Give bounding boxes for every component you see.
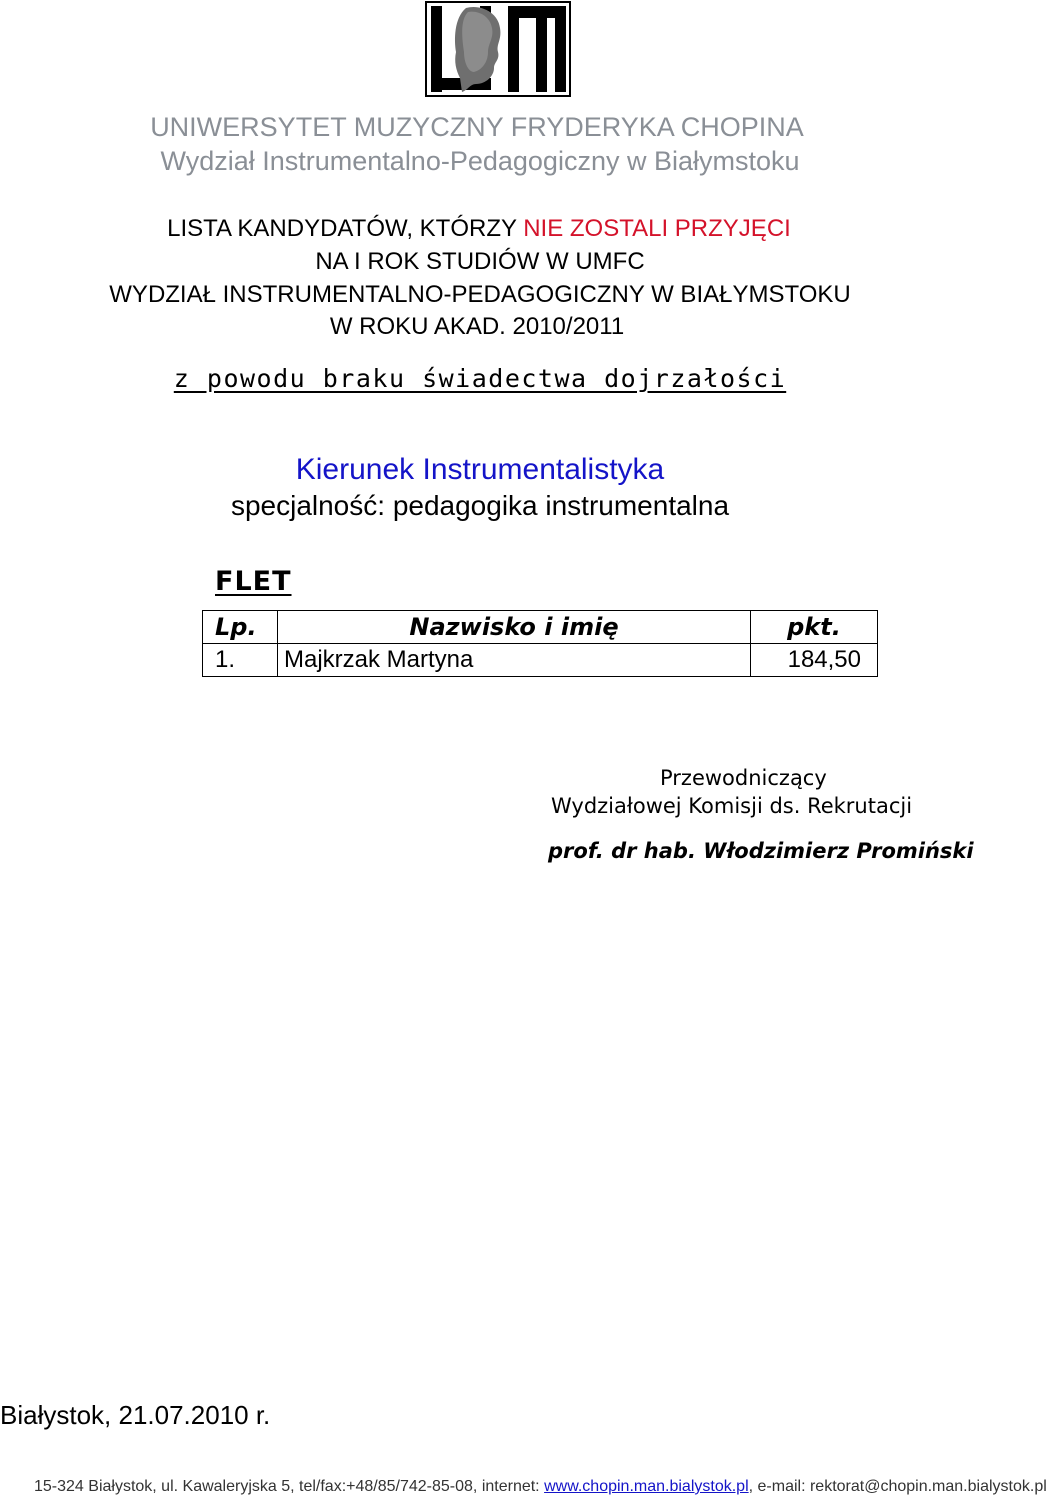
results-table (202, 610, 878, 677)
cell-name: Majkrzak Martyna (278, 644, 751, 677)
title-line-1-prefix: LISTA KANDYDATÓW, KTÓRZY (167, 215, 524, 242)
title-line-3: WYDZIAŁ INSTRUMENTALNO-PEDAGOGICZNY W BIAŁYMSTOKU (109, 281, 851, 308)
title-highlight: NIE ZOSTALI PRZYJĘCI (523, 215, 791, 242)
title-line-2: NA I ROK STUDIÓW W UMFC (315, 248, 645, 275)
field-of-study: Kierunek Instrumentalistyka (295, 453, 665, 486)
footer-website-link[interactable]: www.chopin.man.bialystok.pl (544, 1478, 749, 1495)
header-points: pkt. (751, 611, 878, 644)
table-row (203, 644, 878, 677)
cell-lp: 1. (203, 644, 278, 677)
signature-role-line-1: Przewodniczący (660, 766, 827, 790)
table-header-row (203, 611, 878, 644)
title-line-1 (0, 215, 959, 243)
footer (34, 1478, 1047, 1496)
specialty: specjalność: pedagogika instrumentalna (230, 490, 730, 521)
reason-subtitle: z powodu braku świadectwa dojrzałości (173, 364, 787, 393)
cell-points: 184,50 (751, 644, 878, 677)
university-logo-icon (424, 0, 572, 98)
signature-name: prof. dr hab. Włodzimierz Promiński (548, 839, 974, 863)
header-name: Nazwisko i imię (278, 611, 751, 644)
university-name: UNIWERSYTET MUZYCZNY FRYDERYKA CHOPINA (150, 112, 804, 142)
faculty-name: Wydział Instrumentalno-Pedagogiczny w Białymstoku (160, 146, 800, 176)
footer-address: 15-324 Białystok, ul. Kawaleryjska 5, tel/fax:+48/85/742-85-08, internet: (34, 1478, 545, 1495)
footer-email: , e-mail: rektorat@chopin.man.bialystok.pl (748, 1478, 1047, 1495)
title-line-4: W ROKU AKAD. 2010/2011 (329, 313, 625, 340)
header-lp: Lp. (203, 611, 278, 644)
signature-role-line-2: Wydziałowej Komisji ds. Rekrutacji (551, 794, 913, 818)
section-title: FLET (215, 566, 292, 597)
place-date: Białystok, 21.07.2010 r. (0, 1400, 271, 1430)
